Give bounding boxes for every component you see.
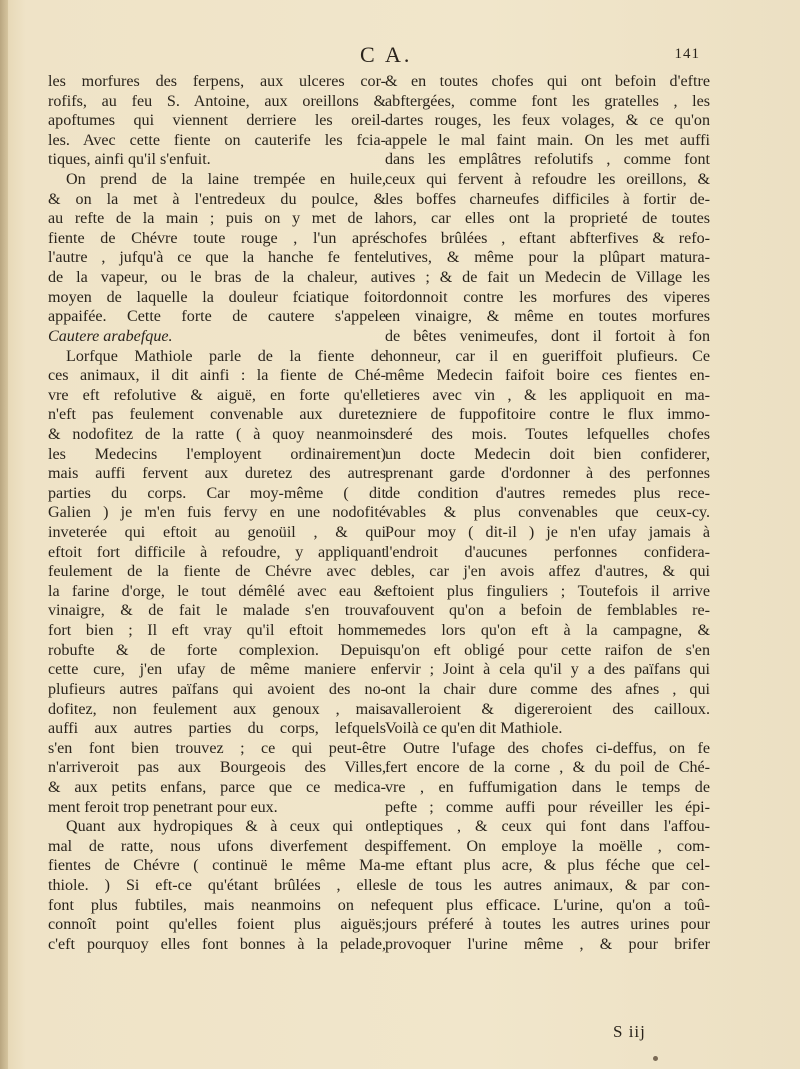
text-line: tives ; & de fait un Medecin de Village les [385,269,710,287]
text-line: jours préferé à toutes les autres urines pour [385,916,710,934]
text-line: feulement de la fiente de Chévre avec de [48,563,386,581]
text-line: les Medecins l'employent ordinairement) [48,445,386,463]
page-number: 141 [674,46,700,62]
text-line: hors, car elles ont la proprieté de toutes [385,210,710,228]
text-line: s'en font bien trouvez ; ce qui peut-être [48,739,386,757]
text-line: prenant garde d'ordonner à des perfonnes [385,465,710,483]
text-line: deré des mois. Toutes lefquelles chofes [385,425,710,443]
text-line: & aux petits enfans, parce que ce medica- [48,778,386,796]
text-line: leptiques , & ceux qui font dans l'affou- [385,818,710,836]
text-line: mal de ratte, nous ufons diverfement des [48,837,386,855]
text-line: n'eft pas feulement convenable aux duretez [48,406,386,424]
running-head [360,42,700,70]
page-binding-edge [0,0,8,1069]
text-line: bles, car j'en avois affez d'autres, & qui [385,563,710,581]
text-line: cette cure, j'en ufay de même maniere en [48,661,386,679]
text-line: Lorfque Mathiole parle de la fiente de [66,347,386,365]
text-line: apoftumes qui viennent derriere les oreil- [48,112,386,130]
text-line: les morfures des ferpens, aux ulceres cor- [48,73,386,90]
text-line: connoît point qu'elles foient plus aiguës; [48,916,386,934]
text-line: Cautere arabefque. [48,327,173,345]
text-line: niere de fuppofitoire contre le flux immo- [385,406,710,424]
text-line: vinaigre, & de fait le malade s'en trouva [48,602,386,620]
text-line: rofifs, au feu S. Antoine, aux oreillons & [48,92,386,110]
text-line: plufieurs autres païfans qui avoient des no- [48,680,386,698]
signature-mark: S iij [613,1022,646,1041]
text-line: eftoient plus finguliers ; Toutefois il arrive [385,582,710,600]
right-text-column [385,72,710,954]
text-line: même Medecin faifoit boire ces fientes en- [385,367,710,385]
running-head-title: C A. [360,42,413,67]
text-line: font plus fubtiles, mais neanmoins on ne [48,896,386,914]
text-line: piffement. On employe la moëlle , com- [385,837,710,855]
text-line: mais auffi fervent aux duretez des autres [48,465,386,483]
text-line: n'arriveroit pas aux Bourgeois des Villes, [48,759,386,777]
text-line: & nodofitez de la ratte ( à quoy neanmoins [48,425,386,443]
text-line: c'eft pourquoy elles font bonnes à la pelade, [48,935,386,953]
text-line: fiente de Chévre toute rouge , l'un aprés [48,229,386,247]
text-line: & en toutes chofes qui ont befoin d'eftre [385,73,710,90]
text-line: en vinaigre, & même en toutes morfures [385,308,710,326]
text-line: dartes rouges, les feux volages, & ce qu'on [385,112,710,130]
text-line: fervir ; Joint à cela qu'il y a des païfans qui [385,661,710,679]
text-line: pefte ; comme auffi pour réveiller les épi- [385,798,710,816]
text-line: fert encore de la corne , & du poil de Ché- [385,759,710,777]
text-line: ceux qui fervent à refoudre les oreillons, & [385,171,710,189]
text-line: Galien ) je m'en fuis fervy en une nodofité [48,504,386,522]
text-line: l'endroit d'aucunes perfonnes confidera- [385,543,710,561]
text-line: fientes de Chévre ( continuë le même Ma- [48,857,386,875]
text-line: vables & plus convenables que ceux-cy. [385,504,710,522]
text-line: moyen de laquelle la douleur fciatique foit [48,288,386,306]
text-line: de la vapeur, ou le bras de la chaleur, au [48,269,386,287]
text-line: ont la chair dure comme des afnes , qui [385,680,710,698]
text-line: me eftant plus acre, & plus féche que cel- [385,857,710,875]
text-line: dofitez, non feulement aux genoux , mais [48,700,386,718]
text-line: les. Avec cette fiente on cauterife les fcia- [48,131,386,149]
text-line: tiques, ainfi qu'il s'enfuit. [48,151,211,169]
text-line: tieres avec vin , & les appliquoit en ma- [385,386,710,404]
text-line: ces animaux, il dit ainfi : la fiente de Ché- [48,367,386,385]
text-line: parties du corps. Car moy-même ( dit [48,484,386,502]
text-line: lutives, & même pour la plûpart matura- [385,249,710,267]
text-line: au refte de la main ; puis on y met de la [48,210,386,228]
text-line: avalleroient & digereroient des cailloux. [385,700,710,718]
text-line: eftoit fort difficile à refoudre, y appliquant [48,543,386,561]
text-line: de condition d'autres remedes plus rece- [385,484,710,502]
text-line: thiole. ) Si eft-ce qu'étant brûlées , elles [48,876,386,894]
text-line: chofes brûlées , eftant abfterfives & refo- [385,229,710,247]
text-line: On prend de la laine trempée en huile, [66,171,386,189]
text-line: Quant aux hydropiques & à ceux qui ont [66,818,386,836]
text-line: un docte Medecin doit bien confiderer, [385,445,710,463]
text-line: qu'on eft obligé pour cette raifon de s'en [385,641,710,659]
text-line: Voilà ce qu'en dit Mathiole. [385,720,563,738]
text-line: & on la met à l'entredeux du poulce, & [48,190,386,208]
text-line: inveterée qui eftoit au genoüil , & qui [48,524,386,542]
text-line: la farine d'orge, le tout démêlé avec eau & [48,582,386,600]
text-line: de bêtes venimeufes, dont il fortoit à fon [385,327,710,345]
text-line: l'autre , jufqu'à ce que la hanche fe fente [48,249,386,267]
text-line: honneur, car il en gueriffoit plufieurs. Ce [385,347,710,365]
text-line: vre , en fuffumigation dans le temps de [385,778,710,796]
text-line: le de tous les autres animaux, & par con- [385,876,710,894]
text-line: appele le mal faint main. On les met auffi [385,131,710,149]
text-line: medes lors qu'on eft à la campagne, & [385,622,710,640]
left-text-column [48,72,386,954]
text-line: dans les emplâtres refolutifs , comme font [385,151,710,169]
text-line: robufte & de forte complexion. Depuis [48,641,386,659]
text-line: vre eft refolutive & aiguë, en forte qu'elle [48,386,386,404]
ink-spot [653,1056,658,1061]
text-line: fort bien ; Il eft vray qu'il eftoit homme [48,622,386,640]
text-line: Outre l'ufage des chofes ci-deffus, on fe [403,739,710,757]
text-line: provoquer l'urine même , & pour brifer [385,935,710,953]
text-line: Pour moy ( dit-il ) je n'en ufay jamais à [385,524,710,542]
text-line: fouvent qu'on a befoin de femblables re- [385,602,710,620]
text-line: les boffes charneufes difficiles à fortir de- [385,190,710,208]
text-line: appaifée. Cette forte de cautere s'appele [48,308,386,326]
text-line: ordonnoit contre les morfures des viperes [385,288,710,306]
text-line: abftergées, comme font les gratelles , les [385,92,710,110]
text-line: ment feroit trop penetrant pour eux. [48,798,278,816]
text-line: auffi aux autres parties du corps, lefquels [48,720,386,738]
text-line: fequent plus efficace. L'urine, qu'on a toû- [385,896,710,914]
